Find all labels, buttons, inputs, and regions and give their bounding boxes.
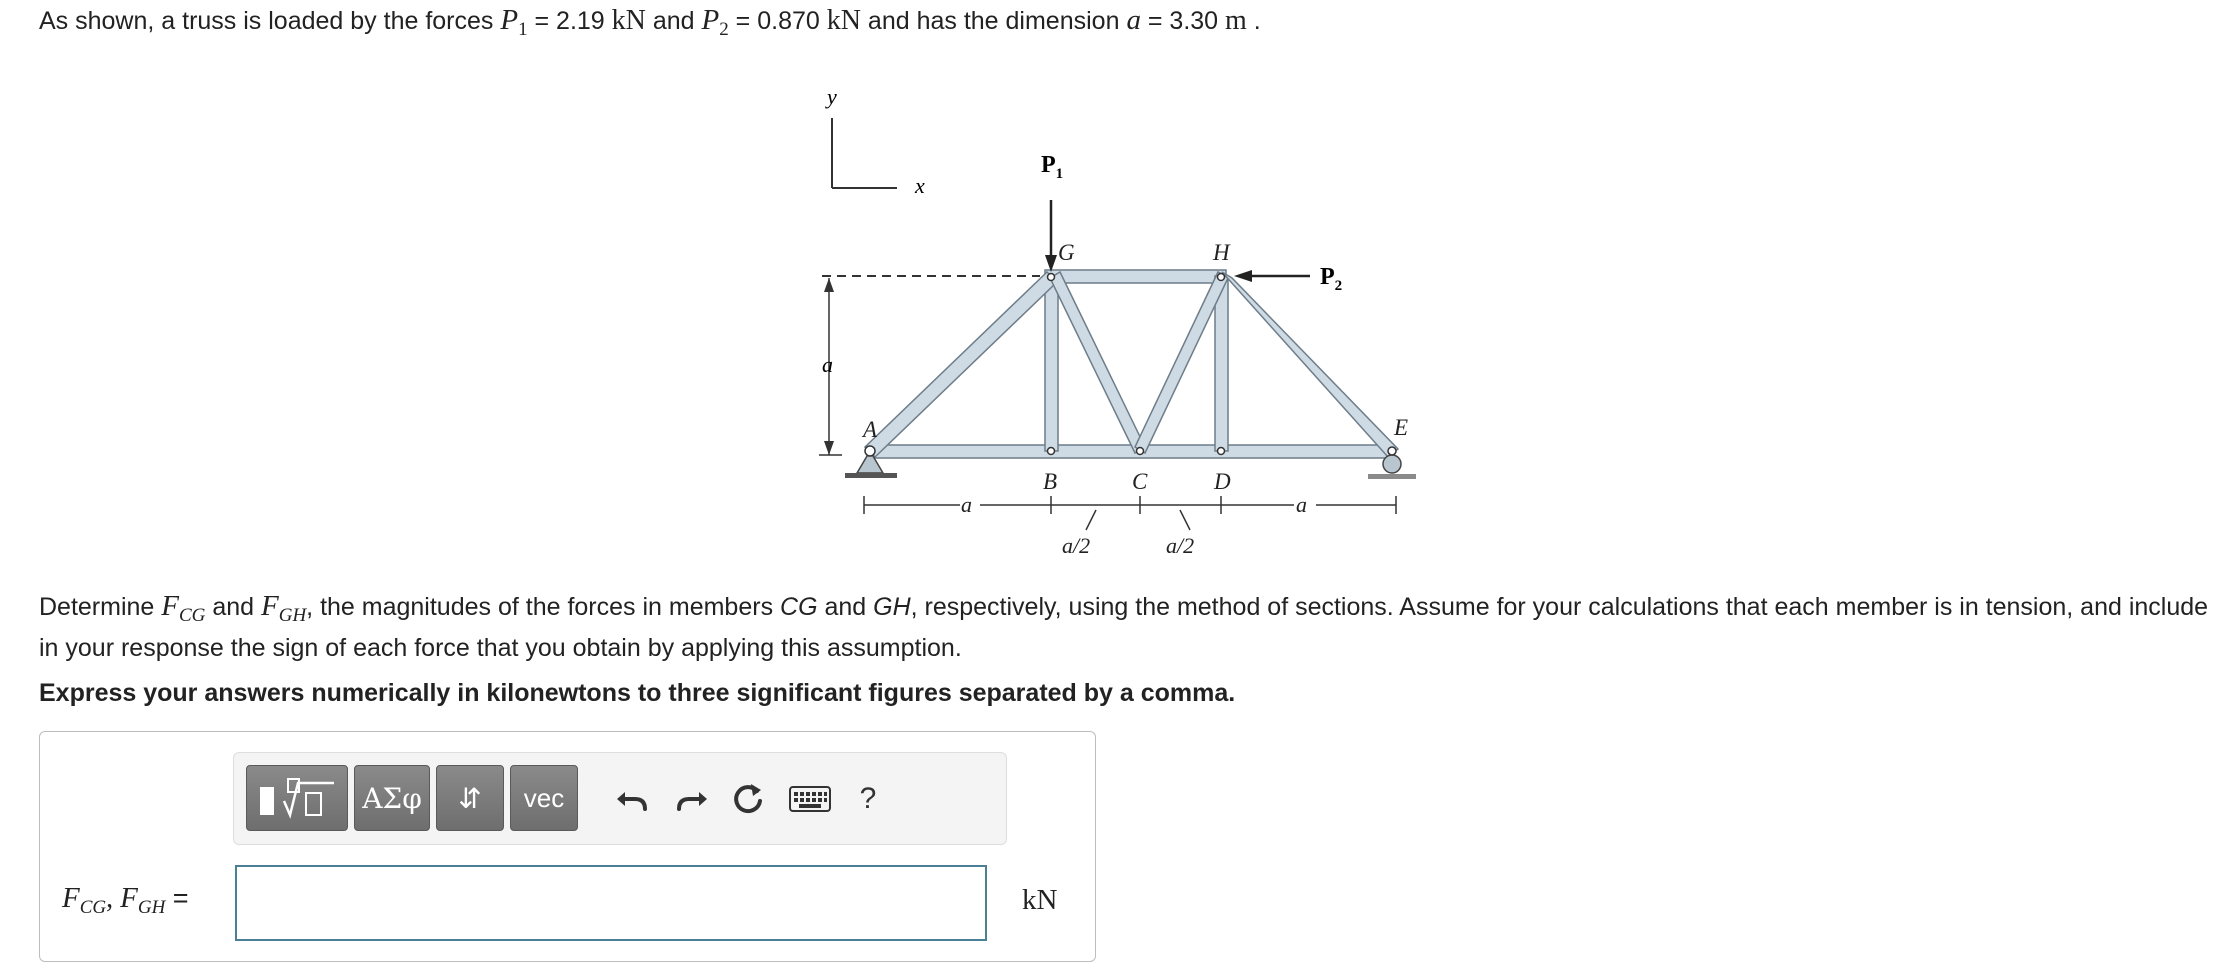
answer-instruction: Express your answers numerically in kilonewtons to three significant figures separated by a comma. xyxy=(39,679,1236,707)
p2-symbol: P xyxy=(701,4,720,36)
fcg-subscript: CG xyxy=(178,605,206,626)
intro-text-2: and has the dimension xyxy=(860,7,1127,35)
node-a-label: A xyxy=(863,417,878,442)
dim-half-1-label: a/2 xyxy=(1062,533,1091,558)
reset-button[interactable] xyxy=(724,775,772,823)
node-h-label: H xyxy=(1213,240,1230,265)
a-value: = 3.30 xyxy=(1140,7,1226,35)
member-bottom-chord xyxy=(870,445,1392,458)
question-text-1: Determine xyxy=(39,593,162,621)
question-and-2: and xyxy=(817,593,874,621)
answer-cg-subscript: CG xyxy=(79,897,107,918)
member-bg xyxy=(1045,276,1058,451)
p2-unit: kN xyxy=(826,5,861,36)
answer-f1-symbol: F xyxy=(62,882,80,914)
vector-button[interactable]: vec xyxy=(510,765,578,831)
member-he xyxy=(1222,272,1398,457)
dim-leader-1 xyxy=(1086,510,1096,530)
undo-icon xyxy=(615,782,649,816)
member-gc xyxy=(1050,272,1145,453)
arrows-button[interactable]: ⇵ xyxy=(436,765,504,831)
p2-arrow-head xyxy=(1234,270,1252,282)
help-button[interactable]: ? xyxy=(859,782,877,815)
joint-b xyxy=(1048,448,1055,455)
question-text xyxy=(39,590,2209,664)
math-toolbar xyxy=(233,752,1007,845)
dim-arrow-up xyxy=(824,278,834,292)
fgh-subscript: GH xyxy=(278,605,307,626)
templates-button[interactable] xyxy=(246,765,348,831)
member-top-chord-gh xyxy=(1045,270,1226,283)
node-e-label: E xyxy=(1394,415,1409,440)
answer-equals: = xyxy=(165,883,189,913)
intro-text xyxy=(39,4,1261,46)
templates-icon xyxy=(254,773,340,823)
dim-leader-2 xyxy=(1180,510,1190,530)
p1-value: = 2.19 xyxy=(527,7,612,35)
keyboard-icon xyxy=(789,784,831,814)
dim-half-2-label: a/2 xyxy=(1166,533,1195,558)
fcg-symbol: F xyxy=(161,590,179,622)
question-and: and xyxy=(205,593,261,621)
member-cg-name: CG xyxy=(780,593,818,621)
greek-symbols-button[interactable]: ΑΣφ xyxy=(354,765,430,831)
p1-symbol: P xyxy=(500,4,519,36)
joint-a xyxy=(865,446,875,456)
fgh-symbol: F xyxy=(261,590,279,622)
intro-and: and xyxy=(645,7,702,35)
joint-g xyxy=(1048,274,1055,281)
x-axis-label: x xyxy=(915,173,925,198)
answer-unit: kN xyxy=(1022,884,1058,916)
p2-value: = 0.870 xyxy=(728,7,827,35)
answer-label xyxy=(62,882,189,919)
node-c-label: C xyxy=(1132,469,1148,494)
p1-figure-label: $P_1$ xyxy=(1041,152,1064,182)
y-axis-label: y xyxy=(827,84,837,109)
intro-text-3: . xyxy=(1246,7,1261,35)
question-text-3: , respectively, using the method of sections. Assume for your calculations that each member is in tension, and include in your response the sign of each force that you obtain by applying this assumption. xyxy=(39,593,2209,662)
answer-comma: , xyxy=(106,883,121,914)
intro-text-1: As shown, a truss is loaded by the forces xyxy=(39,7,501,35)
member-ag xyxy=(865,272,1057,457)
truss-diagram xyxy=(800,80,1440,570)
joint-h xyxy=(1218,274,1225,281)
keyboard-button[interactable] xyxy=(786,775,834,823)
ground-a xyxy=(845,473,897,478)
question-text-2: , the magnitudes of the forces in members xyxy=(306,593,781,621)
answer-gh-subscript: GH xyxy=(137,897,166,918)
answer-input[interactable] xyxy=(235,865,987,941)
redo-icon xyxy=(675,782,709,816)
redo-button[interactable] xyxy=(668,775,716,823)
dim-arrow-down xyxy=(824,441,834,455)
joint-c xyxy=(1137,448,1144,455)
reset-icon xyxy=(729,780,767,818)
dim-a-vertical-label: a xyxy=(822,352,833,377)
p2-subscript: 2 xyxy=(719,19,729,40)
joint-d xyxy=(1218,448,1225,455)
dim-a-right-label: a xyxy=(1296,492,1307,517)
member-gh-name: GH xyxy=(873,593,911,621)
p2-figure-label: $P_2$ xyxy=(1320,264,1343,294)
dim-a-left-label: a xyxy=(961,492,972,517)
joint-e xyxy=(1388,447,1396,455)
member-ch xyxy=(1135,272,1228,453)
node-b-label: B xyxy=(1043,469,1058,494)
node-g-label: G xyxy=(1058,240,1075,265)
p1-subscript: 1 xyxy=(518,19,528,40)
ground-e xyxy=(1368,474,1416,479)
answer-f2-symbol: F xyxy=(120,882,138,914)
node-d-label: D xyxy=(1214,469,1231,494)
roller-support-e xyxy=(1383,455,1401,473)
a-symbol: a xyxy=(1126,4,1141,36)
p1-unit: kN xyxy=(611,5,646,36)
a-unit: m xyxy=(1225,5,1247,36)
undo-button[interactable] xyxy=(608,775,656,823)
